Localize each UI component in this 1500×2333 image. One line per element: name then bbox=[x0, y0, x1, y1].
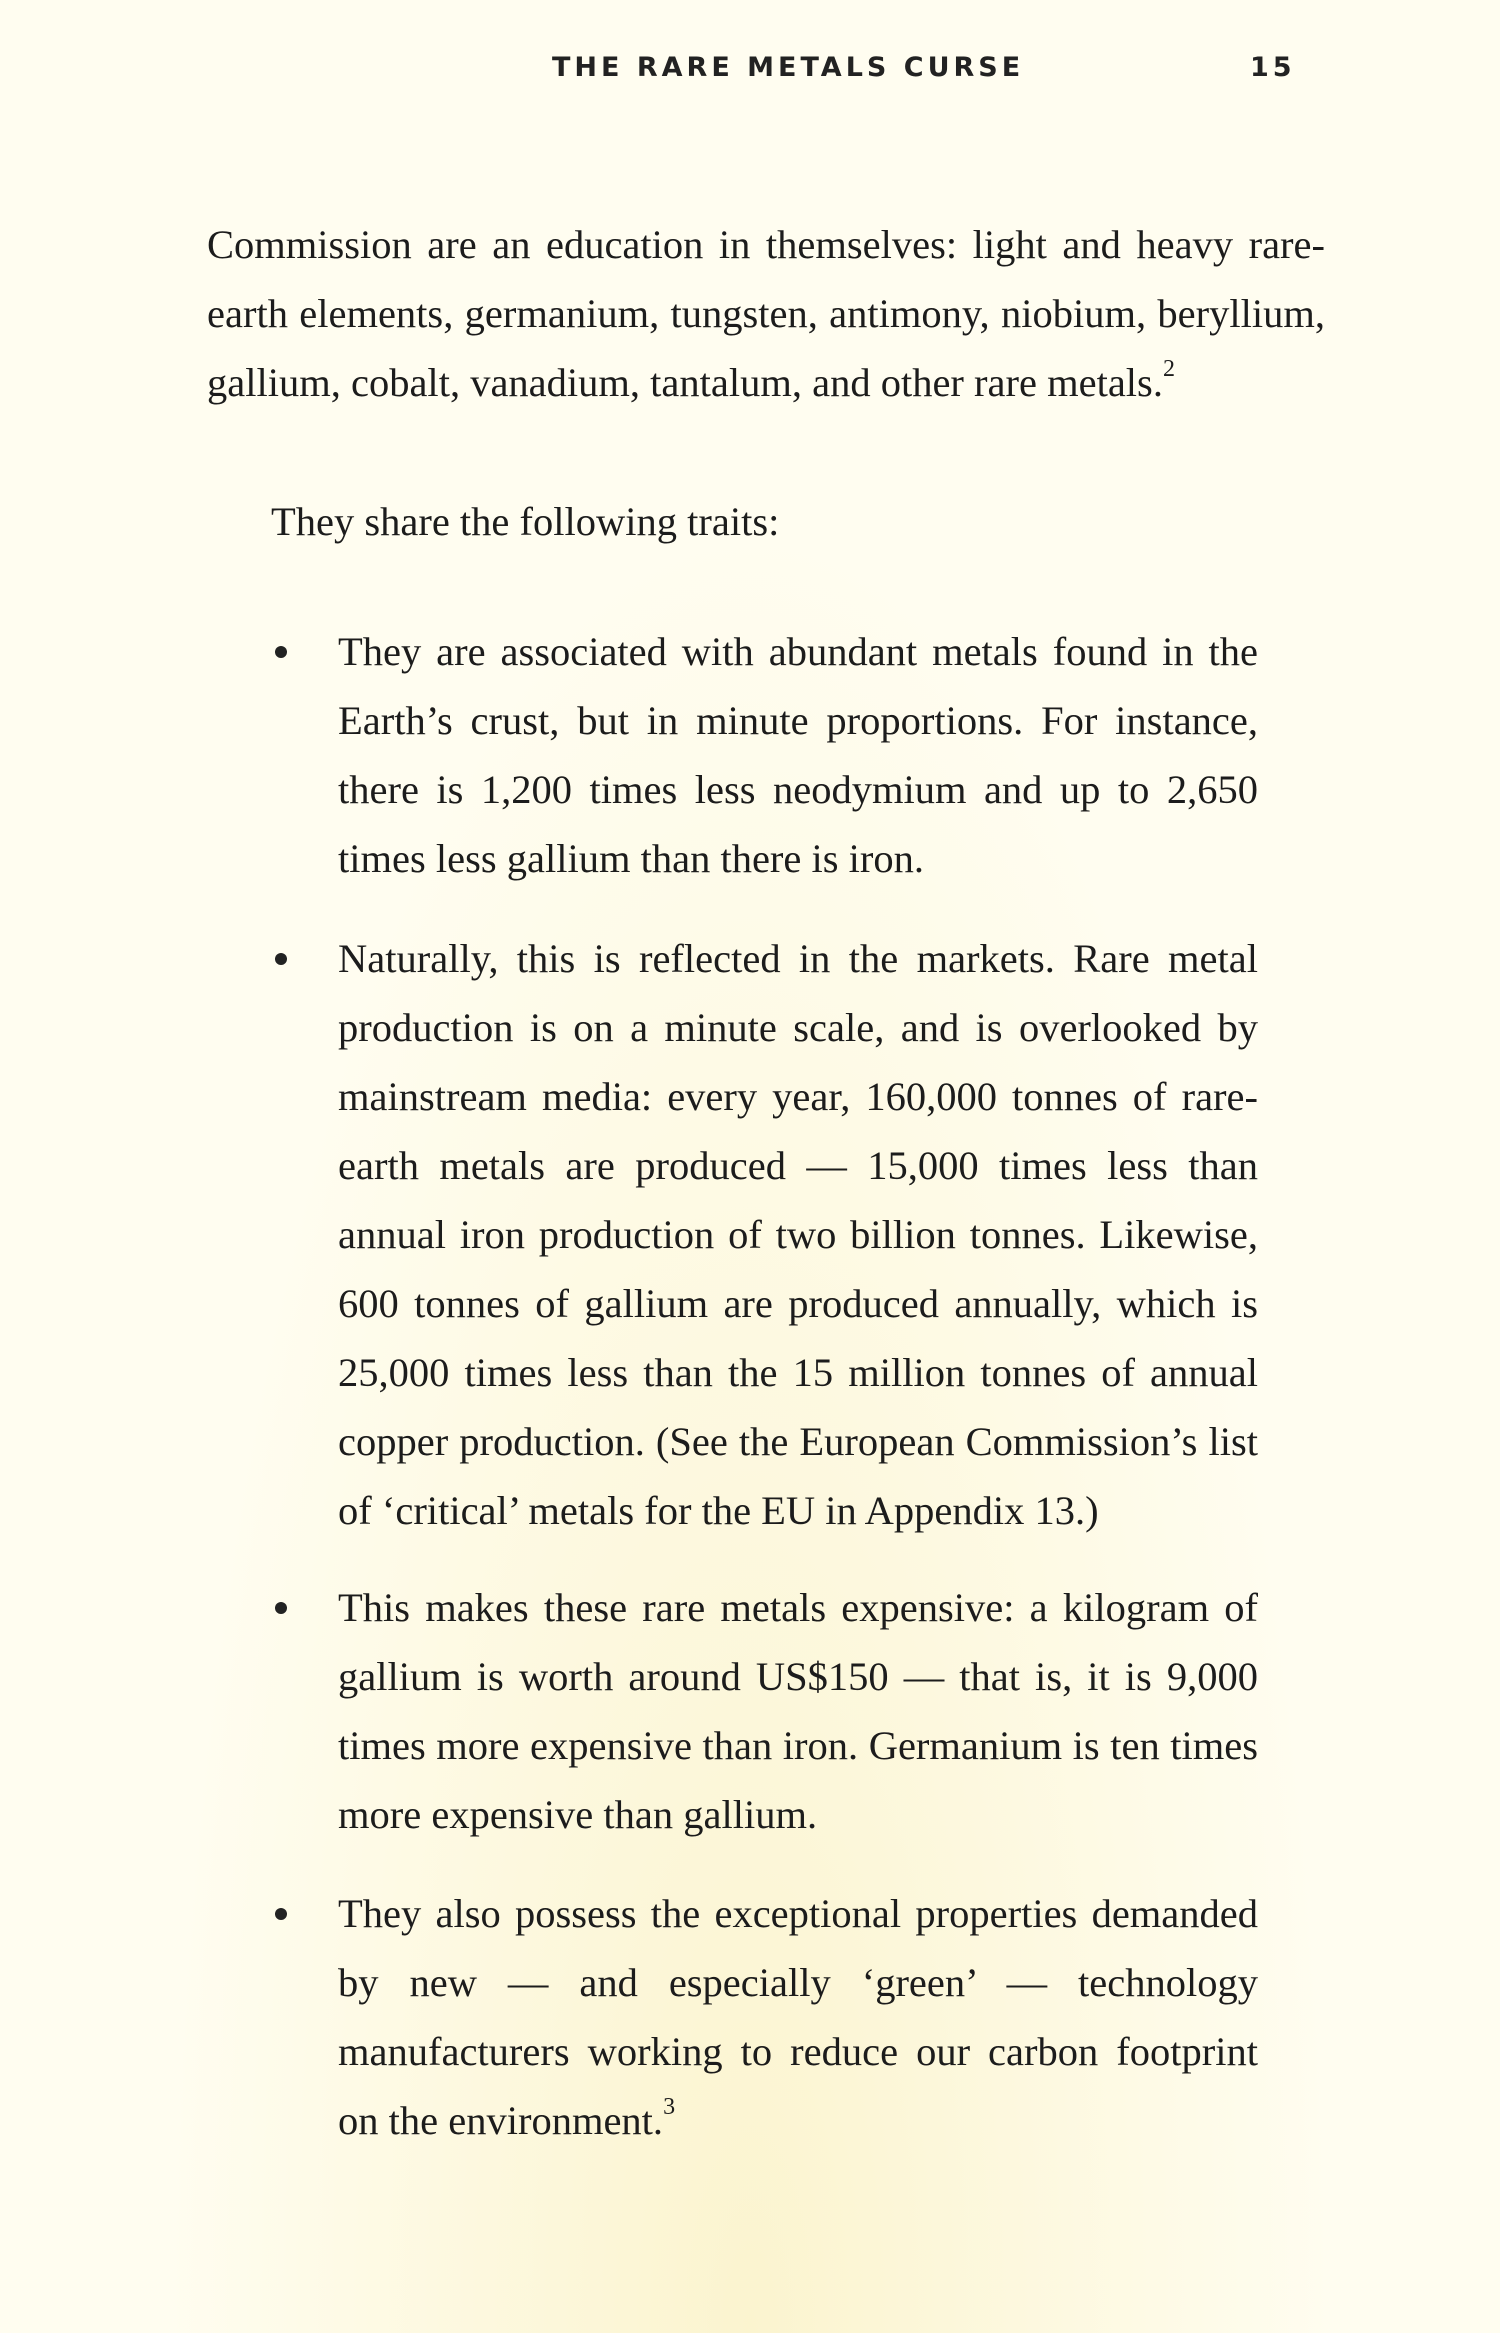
list-item bbox=[338, 1573, 1258, 1849]
bullet-icon bbox=[275, 1602, 287, 1614]
bullet-icon bbox=[275, 646, 287, 658]
paragraph-intro-traits: They share the following traits: bbox=[271, 499, 780, 544]
list-item-text: Naturally, this is reflected in the markets. Rare metal production is on a minute scale, and is overlooked by mainstream media: every year, 160,000 tonnes of rare-earth metals are produced — 15,000 times less than annual iron production of two billion tonnes. Likewise, 600 tonnes of gallium are produced annually, which is 25,000 times less than the 15 million tonnes of annual copper production. (See the European Commission’s list of ‘critical’ metals for the EU in Appendix 13.) bbox=[338, 936, 1258, 1533]
list-item bbox=[338, 1879, 1258, 2155]
running-title: THE RARE METALS CURSE bbox=[552, 52, 1025, 83]
footnote-marker-2: 2 bbox=[1162, 355, 1175, 382]
list-item-text: They are associated with abundant metals found in the Earth’s crust, but in minute proportions. For instance, there is 1,200 times less neodymium and up to 2,650 times less gallium than there is iron. bbox=[338, 629, 1258, 881]
bullet-icon bbox=[275, 953, 287, 965]
list-item-text: This makes these rare metals expensive: a kilogram of gallium is worth around US$150 — that is, it is 9,000 times more expensive than iron. Germanium is ten times more expensive than gallium. bbox=[338, 1585, 1258, 1837]
page-number: 15 bbox=[1250, 52, 1296, 83]
list-item-text: They also possess the exceptional properties demanded by new — and especially ‘green’ — technology manufacturers working to reduce our carbon footprint on the environment. bbox=[338, 1891, 1258, 2143]
bullet-icon bbox=[275, 1908, 287, 1920]
list-item bbox=[338, 924, 1258, 1545]
footnote-marker-3: 3 bbox=[663, 2093, 676, 2120]
list-item bbox=[338, 617, 1258, 893]
paragraph-1-text: Commission are an education in themselves: light and heavy rare-earth elements, germanium, tungsten, antimony, niobium, beryllium, gallium, cobalt, vanadium, tantalum, and other rare metals. bbox=[207, 222, 1325, 405]
